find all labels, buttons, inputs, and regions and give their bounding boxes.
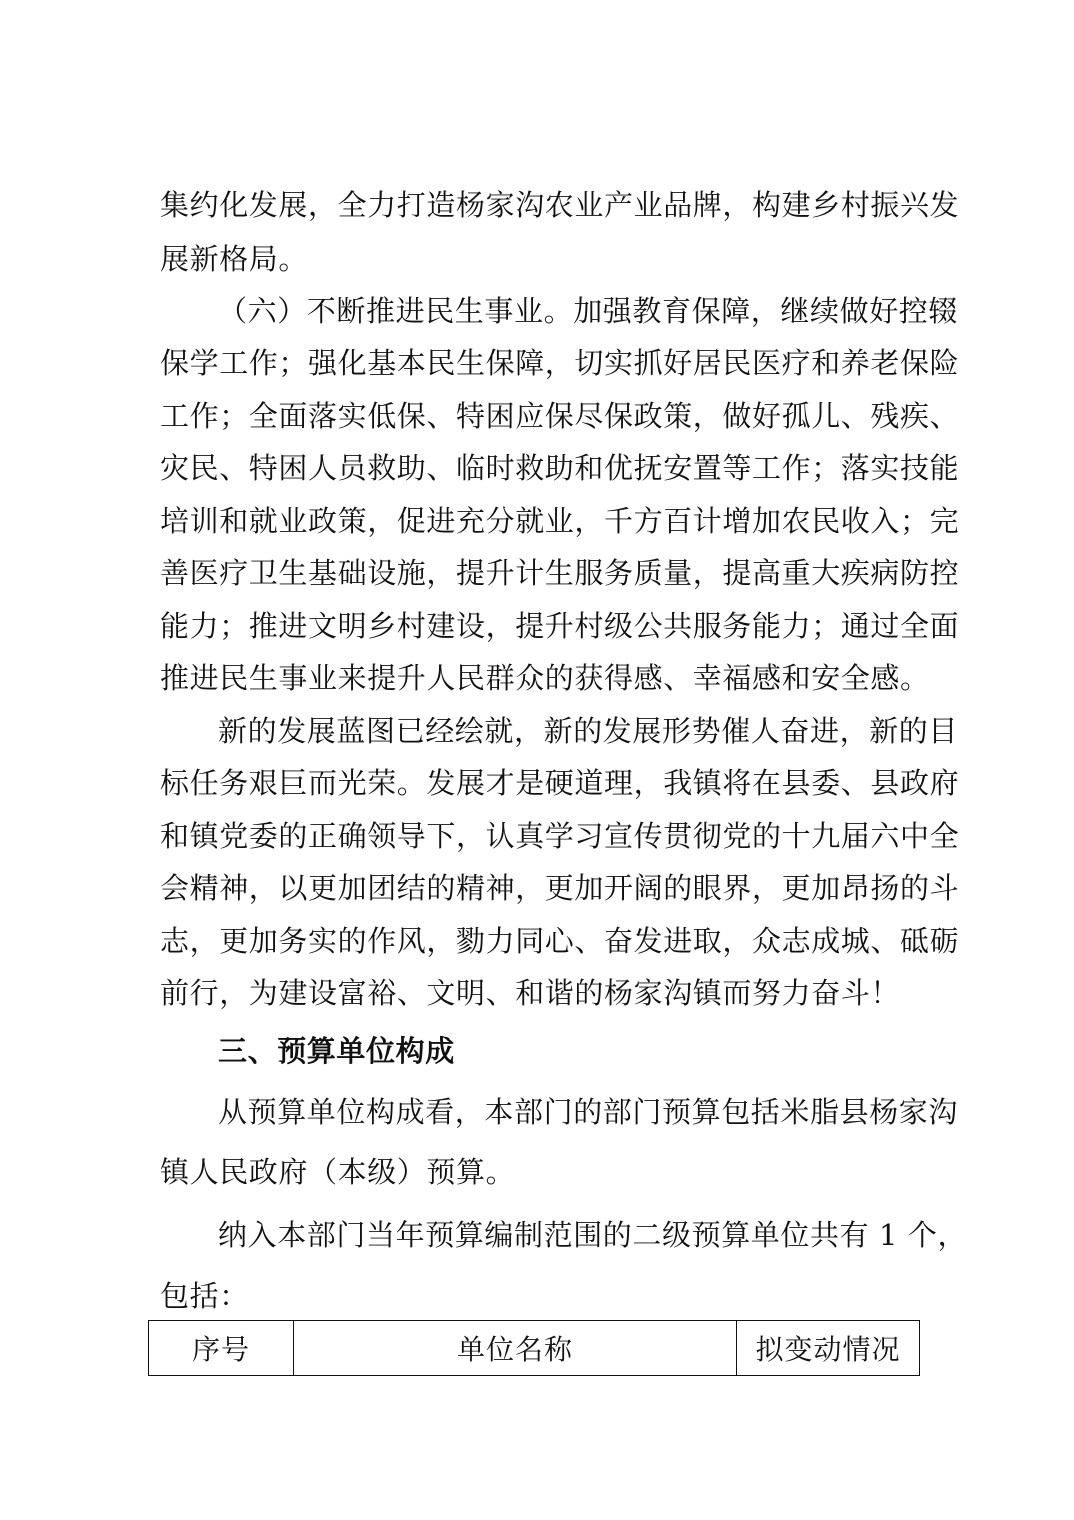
text-line: 保学工作；强化基本民生保障，切实抓好居民医疗和养老保险 (160, 346, 960, 380)
text-line: 灾民、特困人员救助、临时救助和优抚安置等工作；落实技能 (160, 451, 960, 485)
column-header-serial: 序号 (149, 1321, 294, 1376)
text-line: 善医疗卫生基础设施，提升计生服务质量，提高重大疾病防控 (160, 556, 960, 590)
column-header-change: 拟变动情况 (737, 1321, 920, 1376)
text-line: 推进民生事业来提升人民群众的获得感、幸福感和安全感。 (160, 661, 930, 695)
text-line: 集约化发展，全力打造杨家沟农业产业品牌，构建乡村振兴发 (160, 188, 960, 222)
text-line: 包括： (160, 1279, 249, 1313)
text-line: 镇人民政府（本级）预算。 (160, 1155, 516, 1189)
column-header-unit-name: 单位名称 (294, 1321, 737, 1376)
text-line: 前行，为建设富裕、文明、和谐的杨家沟镇而努力奋斗！ (160, 976, 901, 1010)
text-line: 从预算单位构成看，本部门的部门预算包括米脂县杨家沟 (218, 1095, 959, 1129)
budget-unit-table (148, 1320, 920, 1376)
table-header-row (149, 1321, 920, 1376)
text-line: 志，更加务实的作风，勠力同心、奋发进取，众志成城、砥砺 (160, 924, 960, 958)
text-line: 标任务艰巨而光荣。发展才是硬道理，我镇将在县委、县政府 (160, 766, 960, 800)
text-line: 和镇党委的正确领导下，认真学习宣传贯彻党的十九届六中全 (160, 819, 960, 853)
text-line: 展新格局。 (160, 242, 309, 276)
text-line: （六）不断推进民生事业。加强教育保障，继续做好控辍 (218, 294, 959, 328)
text-line: 新的发展蓝图已经绘就，新的发展形势催人奋进，新的目 (218, 714, 959, 748)
text-line: 能力；推进文明乡村建设，提升村级公共服务能力；通过全面 (160, 609, 960, 643)
section-heading: 三、预算单位构成 (218, 1034, 455, 1068)
text-line: 工作；全面落实低保、特困应保尽保政策，做好孤儿、残疾、 (160, 399, 960, 433)
text-line: 纳入本部门当年预算编制范围的二级预算单位共有 1 个， (218, 1218, 968, 1252)
text-line: 会精神，以更加团结的精神，更加开阔的眼界，更加昂扬的斗 (160, 871, 960, 905)
text-line: 培训和就业政策，促进充分就业，千方百计增加农民收入；完 (160, 504, 960, 538)
